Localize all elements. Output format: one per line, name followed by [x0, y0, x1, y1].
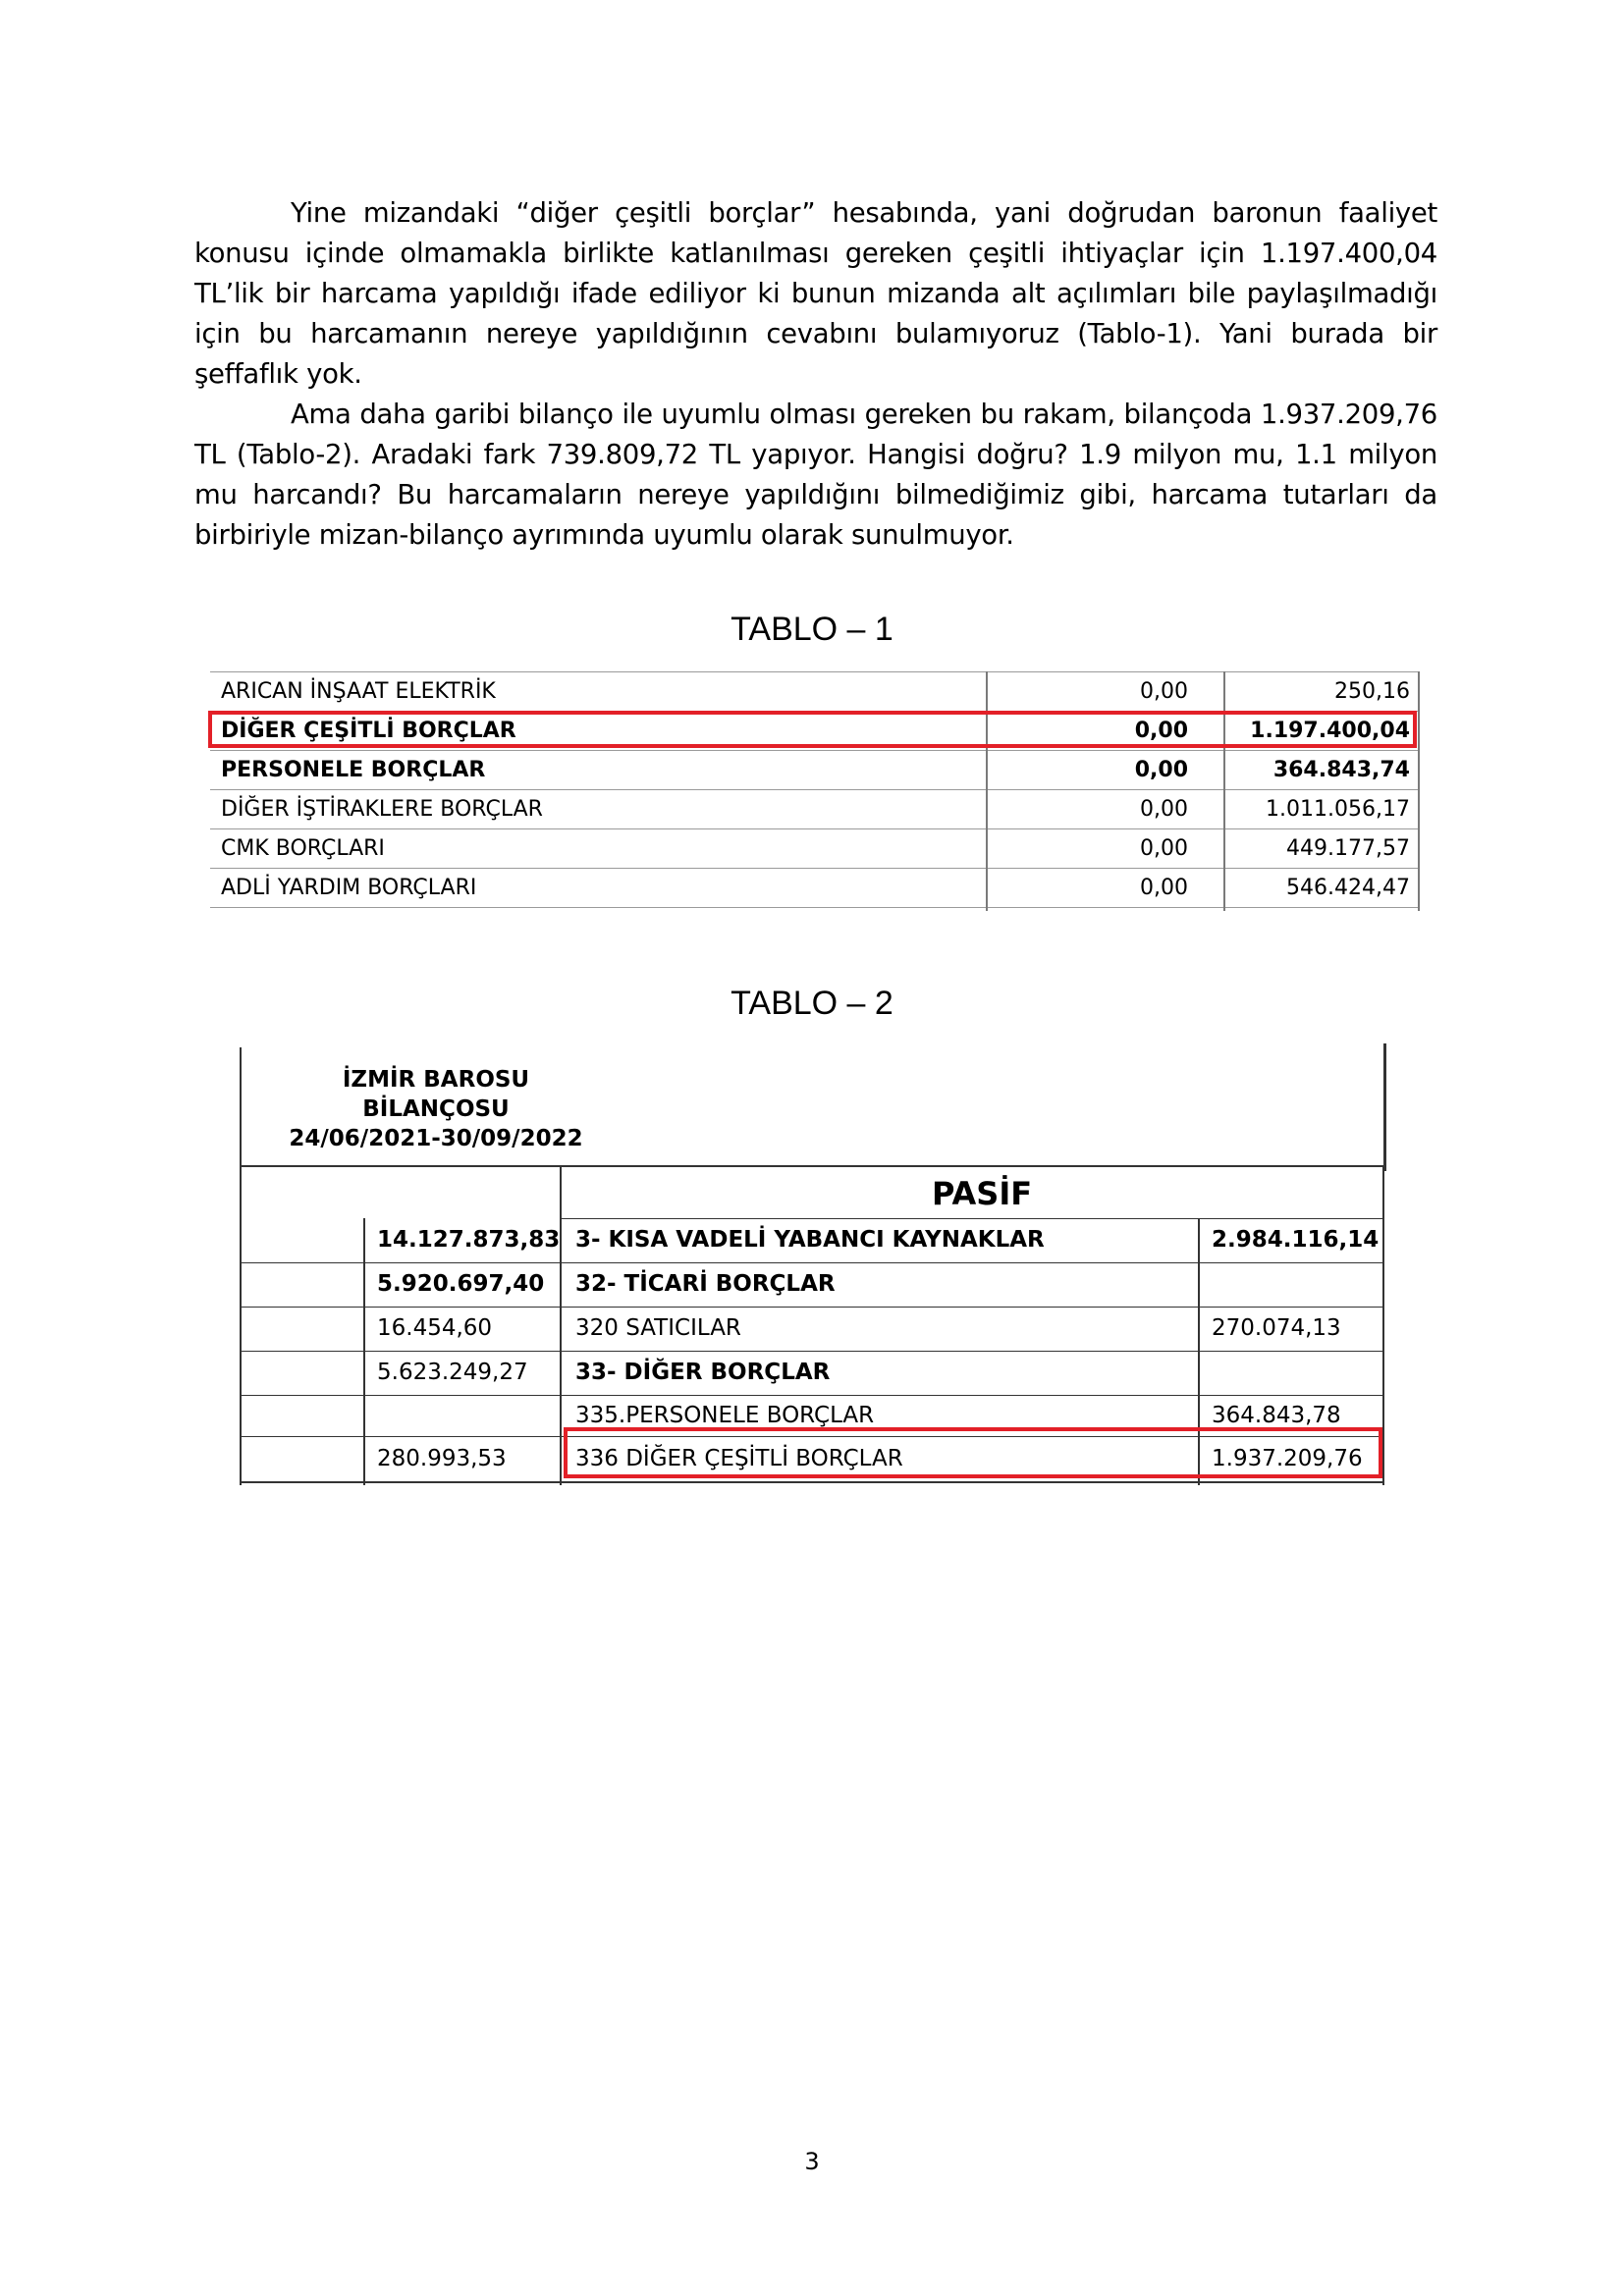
- account-name: 3- KISA VADELİ YABANCI KAYNAKLAR: [575, 1227, 1045, 1253]
- credit-value: 364.843,74: [1272, 758, 1410, 782]
- table-row: [210, 671, 1420, 712]
- debit-value: 0,00: [1140, 797, 1188, 822]
- column-divider: [986, 671, 988, 911]
- table-rule: [240, 1395, 1384, 1396]
- credit-value: 449.177,57: [1286, 836, 1410, 861]
- table-rule: [240, 1307, 1384, 1308]
- table-rule: [240, 1165, 1386, 1167]
- account-name: DİĞER ÇEŞİTLİ BORÇLAR: [221, 719, 516, 743]
- account-name: 335.PERSONELE BORÇLAR: [575, 1403, 875, 1428]
- table-rule: [240, 1351, 1384, 1352]
- tablo-1-caption: TABLO – 1: [731, 611, 893, 648]
- debit-value: 0,00: [1134, 758, 1188, 782]
- credit-value: 1.011.056,17: [1266, 797, 1410, 822]
- left-value: 16.454,60: [377, 1315, 493, 1341]
- column-divider: [1418, 671, 1420, 911]
- tablo-1-table: [210, 671, 1420, 911]
- highlight-box: [564, 1427, 1382, 1478]
- table-row: [210, 750, 1420, 790]
- table-rule: [560, 1167, 562, 1485]
- table-row: [210, 789, 1420, 829]
- highlight-box: [208, 711, 1417, 748]
- credit-value: 1.197.400,04: [1250, 719, 1410, 743]
- account-name: ADLİ YARDIM BORÇLARI: [221, 876, 477, 900]
- table-row: [210, 828, 1420, 869]
- account-name: CMK BORÇLARI: [221, 836, 385, 861]
- debit-value: 0,00: [1140, 836, 1188, 861]
- left-value: 14.127.873,83: [377, 1227, 561, 1253]
- left-value: 5.623.249,27: [377, 1360, 528, 1385]
- statement-title: BİLANÇOSU: [362, 1096, 510, 1122]
- statement-period: 24/06/2021-30/09/2022: [289, 1126, 583, 1151]
- debit-value: 0,00: [1134, 719, 1188, 743]
- table-rule: [562, 1218, 1382, 1219]
- credit-value: 546.424,47: [1286, 876, 1410, 900]
- column-divider: [1223, 671, 1225, 911]
- account-name: PERSONELE BORÇLAR: [221, 758, 486, 782]
- left-value: 5.920.697,40: [377, 1271, 545, 1297]
- account-value: 2.984.116,14: [1212, 1227, 1380, 1253]
- paragraph-2-text: Ama daha garibi bilanço ile uyumlu olması gereken bu rakam, bilançoda 1.937.209,76 TL (Tablo-2). Aradaki fark 739.809,72 TL yapıyor. Hangisi doğru? 1.9 milyon mu, 1.1 milyon mu harcandı? Bu harcamaların nereye yapıldığını bilmediğimiz gibi, harcama tutarları da birbiriyle mizan-bilanço ayrımında uyumlu olarak sunulmuyor.: [194, 399, 1437, 551]
- page-number: 3: [804, 2148, 820, 2175]
- paragraph-2: [194, 395, 1437, 556]
- account-value: 364.843,78: [1212, 1403, 1341, 1428]
- tablo-2-table: [240, 1043, 1386, 1485]
- debit-value: 0,00: [1140, 679, 1188, 704]
- table-rule: [363, 1218, 365, 1485]
- account-name: 32- TİCARİ BORÇLAR: [575, 1271, 836, 1297]
- account-value: 1.937.209,76: [1212, 1446, 1363, 1471]
- debit-value: 0,00: [1140, 876, 1188, 900]
- table-rule: [1382, 1167, 1384, 1485]
- table-rule: [1383, 1043, 1386, 1171]
- account-name: 320 SATICILAR: [575, 1315, 741, 1341]
- table-rule: [240, 1262, 1384, 1263]
- table-rule: [240, 1481, 1384, 1483]
- credit-value: 250,16: [1334, 679, 1410, 704]
- section-title: PASİF: [932, 1175, 1033, 1212]
- account-value: 270.074,13: [1212, 1315, 1341, 1341]
- account-name: DİĞER İŞTİRAKLERE BORÇLAR: [221, 797, 543, 822]
- paragraph-1-text: Yine mizandaki “diğer çeşitli borçlar” hesabında, yani doğrudan baronun faaliyet konusu içinde olmamakla birlikte katlanılması gereken çeşitli ihtiyaçlar için 1.197.400,04 TL’lik bir harcama yapıldığı ifade ediliyor ki bunun mizanda alt açılımları bile paylaşılmadığı için bu harcamanın nereye yapıldığının cevabını bulamıyoruz (Tablo-1). Yani burada bir şeffaflık yok.: [194, 197, 1437, 390]
- left-value: 280.993,53: [377, 1446, 507, 1471]
- tablo-2-caption: TABLO – 2: [731, 985, 893, 1022]
- account-name: 336 DİĞER ÇEŞİTLİ BORÇLAR: [575, 1446, 903, 1471]
- account-name: ARICAN İNŞAAT ELEKTRİK: [221, 679, 496, 704]
- org-name: İZMİR BAROSU: [342, 1067, 530, 1093]
- table-row: [210, 868, 1420, 908]
- account-name: 33- DİĞER BORÇLAR: [575, 1360, 831, 1385]
- paragraph-1: [194, 193, 1437, 395]
